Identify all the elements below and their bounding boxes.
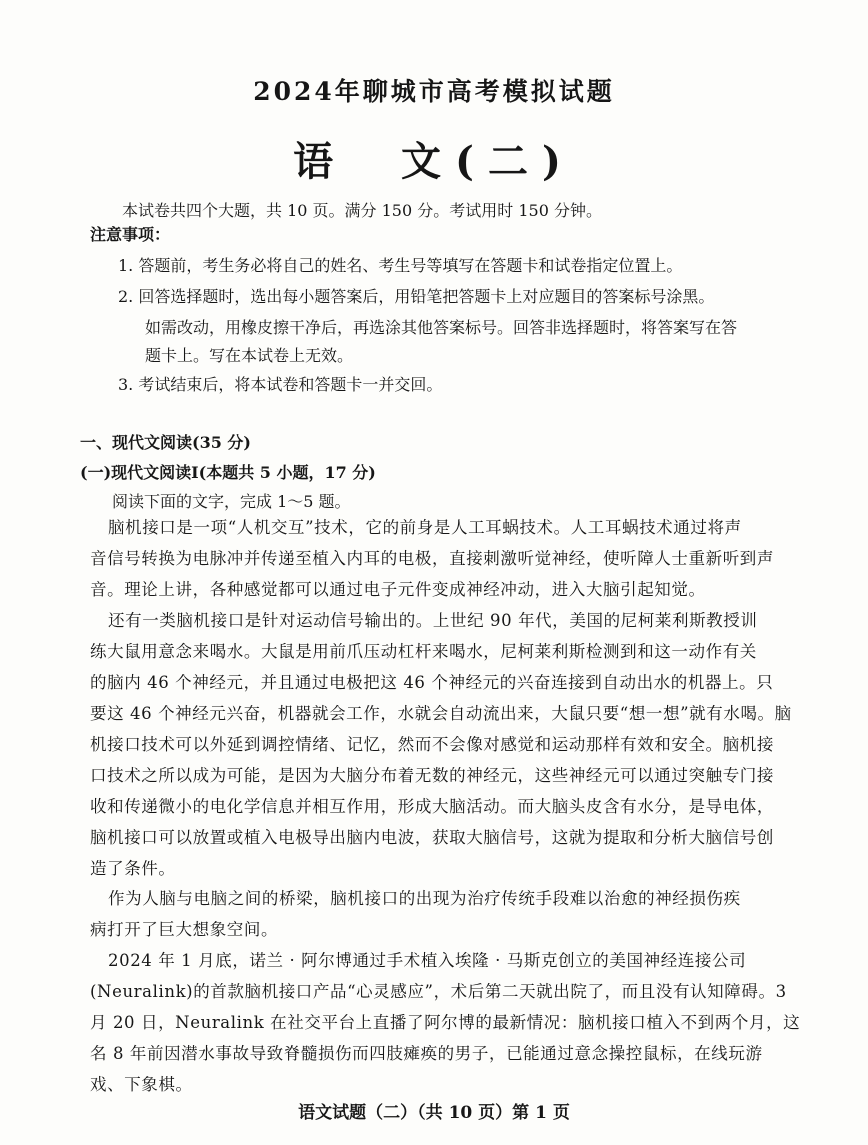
subject-title: 语 文(二) — [293, 138, 575, 185]
passage-line: 戏、下象棋。 — [90, 1075, 193, 1094]
passage-line: 病打开了巨大想象空间。 — [90, 920, 279, 939]
passage-line: 造了条件。 — [90, 859, 176, 878]
notice-item-2-cont: 如需改动，用橡皮擦干净后，再选涂其他答案标号。回答非选择题时，将答案写在答 — [145, 318, 738, 337]
notice-heading: 注意事项： — [90, 225, 171, 244]
page-footer: 语文试题（二）（共 10 页）第 1 页 — [298, 1103, 570, 1123]
passage-line: 机接口技术可以外延到调控情绪、记忆，然而不会像对感觉和运动那样有效和安全。脑机接 — [90, 735, 774, 754]
passage-line: 练大鼠用意念来喝水。大鼠是用前爪压动杠杆来喝水，尼柯莱利斯检测到和这一动作有关 — [90, 642, 757, 661]
passage-line: 作为人脑与电脑之间的桥梁，脑机接口的出现为治疗传统手段难以治愈的神经损伤疾 — [108, 889, 741, 908]
notice-item-3: 3. 考试结束后，将本试卷和答题卡一并交回。 — [118, 375, 443, 394]
reading-instruction: 阅读下面的文字，完成 1～5 题。 — [112, 492, 351, 511]
passage-line: 还有一类脑机接口是针对运动信号输出的。上世纪 90 年代，美国的尼柯莱利斯教授训 — [108, 611, 758, 630]
passage-line: 口技术之所以成为可能，是因为大脑分布着无数的神经元，这些神经元可以通过突触专门接 — [90, 766, 774, 785]
section-heading: 一、现代文阅读(35 分) — [80, 433, 251, 452]
subsection-heading: (一)现代文阅读Ⅰ(本题共 5 小题，17 分) — [80, 463, 376, 482]
passage-line: 音信号转换为电脉冲并传递至植入内耳的电极，直接刺激听觉神经，使听障人士重新听到声 — [90, 549, 774, 568]
exam-title: 2024年聊城市高考模拟试题 — [253, 77, 615, 106]
passage-line: 收和传递微小的电化学信息并相互作用，形成大脑活动。而大脑头皮含有水分，是导电体， — [90, 797, 774, 816]
passage-line: 2024 年 1 月底，诺兰 · 阿尔博通过手术植入埃隆 · 马斯克创立的美国神经连接公司 — [108, 951, 747, 970]
passage-line: 名 8 年前因潜水事故导致脊髓损伤而四肢瘫痪的男子，已能通过意念操控鼠标，在线玩游 — [90, 1044, 763, 1063]
passage-line: 月 20 日，Neuralink 在社交平台上直播了阿尔博的最新情况：脑机接口植入不到两个月，这 — [90, 1013, 801, 1032]
notice-item-1: 1. 答题前，考生务必将自己的姓名、考生号等填写在答题卡和试卷指定位置上。 — [118, 256, 683, 275]
passage-paragraph-4 — [90, 945, 801, 1100]
notice-item-2: 2. 回答选择题时，选出每小题答案后，用铅笔把答题卡上对应题目的答案标号涂黑。 — [118, 287, 715, 306]
exam-intro: 本试卷共四个大题，共 10 页。满分 150 分。考试用时 150 分钟。 — [122, 201, 602, 220]
passage-line: 要这 46 个神经元兴奋，机器就会工作，水就会自动流出来，大鼠只要“想一想”就有水喝。脑 — [90, 704, 792, 723]
passage-paragraph-1 — [90, 512, 774, 605]
passage-paragraph-3 — [90, 883, 758, 945]
passage-line: 脑机接口是一项“人机交互”技术，它的前身是人工耳蜗技术。人工耳蜗技术通过将声 — [108, 518, 742, 537]
passage-paragraph-2 — [90, 605, 792, 884]
passage-line: 音。理论上讲，各种感觉都可以通过电子元件变成神经冲动，进入大脑引起知觉。 — [90, 580, 706, 599]
notice-item-2-cont: 题卡上。写在本试卷上无效。 — [145, 346, 354, 365]
passage-line: (Neuralink)的首款脑机接口产品“心灵感应”，术后第二天就出院了，而且没有认知障碍。3 — [90, 982, 787, 1001]
passage-line: 的脑内 46 个神经元，并且通过电极把这 46 个神经元的兴奋连接到自动出水的机器上。只 — [90, 673, 774, 692]
passage-line: 脑机接口可以放置或植入电极导出脑内电波，获取大脑信号，这就为提取和分析大脑信号创 — [90, 828, 774, 847]
